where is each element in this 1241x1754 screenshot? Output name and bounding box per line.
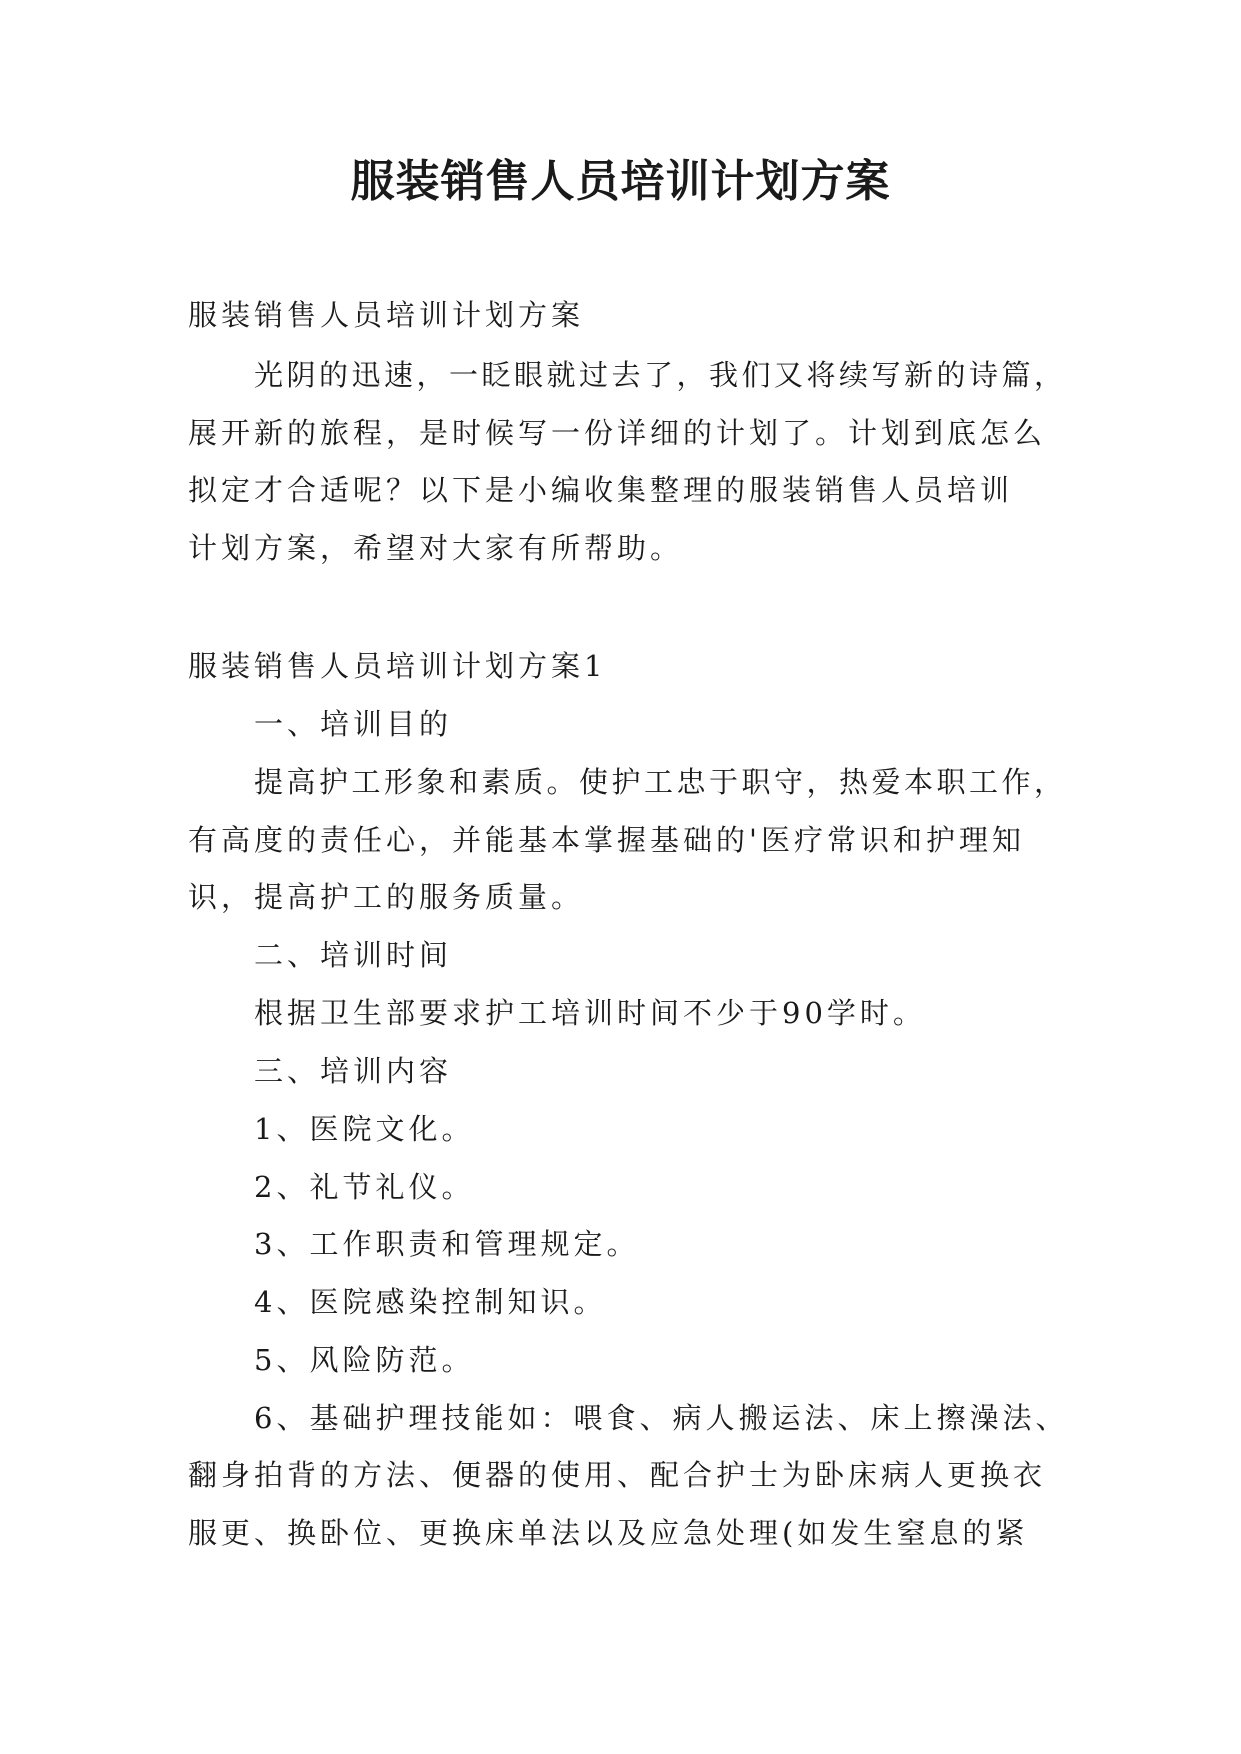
- section-heading: 三、培训内容: [254, 1054, 453, 1088]
- list-item: 5、风险防范。: [254, 1343, 475, 1377]
- list-item: 1、医院文化。: [254, 1112, 475, 1146]
- paragraph-line: 拟定才合适呢？以下是小编收集整理的服装销售人员培训: [188, 473, 1014, 507]
- section-heading: 一、培训目的: [254, 707, 453, 741]
- list-item: 4、医院感染控制知识。: [254, 1285, 607, 1319]
- list-item: 6、基础护理技能如：喂食、病人搬运法、床上擦澡法、: [254, 1401, 1069, 1435]
- paragraph-line: 提高护工形象和素质。使护工忠于职守，热爱本职工作，: [254, 765, 1067, 799]
- paragraph-line: 服更、换卧位、更换床单法以及应急处理(如发生窒息的紧: [188, 1516, 1029, 1550]
- paragraph-line: 光阴的迅速，一眨眼就过去了，我们又将续写新的诗篇，: [254, 358, 1067, 392]
- list-item: 2、礼节礼仪。: [254, 1170, 475, 1204]
- paragraph-line: 有高度的责任心，并能基本掌握基础的'医疗常识和护理知: [188, 823, 1025, 857]
- section-heading: 服装销售人员培训计划方案1: [188, 649, 607, 683]
- paragraph-line: 根据卫生部要求护工培训时间不少于90学时。: [254, 996, 926, 1030]
- paragraph-line: 识，提高护工的服务质量。: [188, 880, 585, 914]
- subtitle-line: 服装销售人员培训计划方案: [188, 298, 585, 332]
- document-title: 服装销售人员培训计划方案: [350, 156, 891, 207]
- section-heading: 二、培训时间: [254, 938, 453, 972]
- paragraph-line: 展开新的旅程，是时候写一份详细的计划了。计划到底怎么: [188, 416, 1047, 450]
- list-item: 3、工作职责和管理规定。: [254, 1227, 640, 1261]
- paragraph-line: 翻身拍背的方法、便器的使用、配合护士为卧床病人更换衣: [188, 1458, 1047, 1492]
- paragraph-line: 计划方案，希望对大家有所帮助。: [188, 531, 684, 565]
